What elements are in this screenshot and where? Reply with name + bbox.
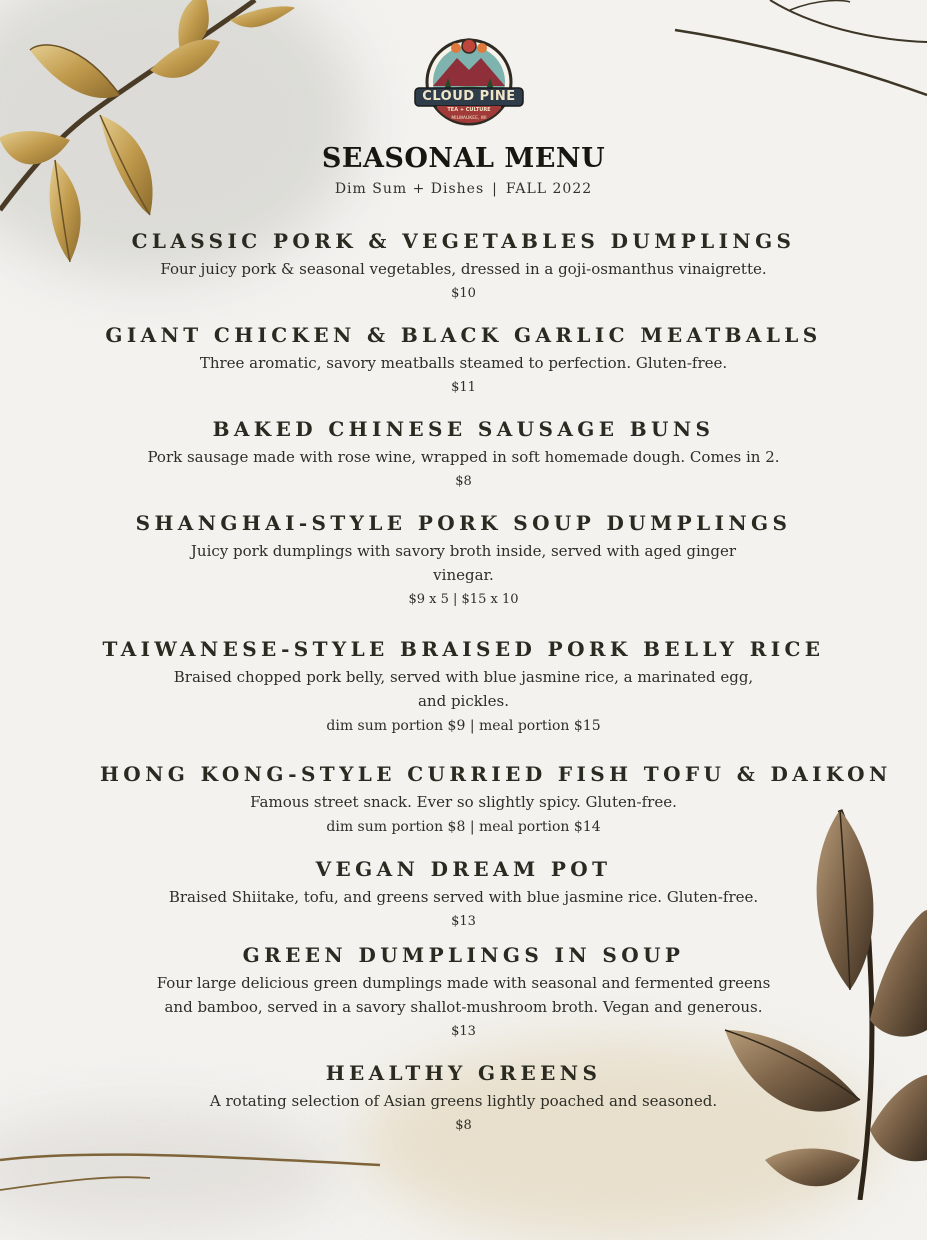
item-name: VEGAN DREAM POT bbox=[315, 857, 612, 881]
description-line: Four juicy pork & seasonal vegetables, dressed in a goji-osmanthus vinaigrette. bbox=[160, 260, 767, 278]
item-name: SHANGHAI-STYLE PORK SOUP DUMPLINGS bbox=[135, 511, 792, 535]
description-line: and pickles. bbox=[417, 692, 509, 710]
item-description bbox=[100, 790, 827, 814]
description-line: Braised Shiitake, tofu, and greens served with blue jasmine rice. Gluten-free. bbox=[168, 888, 759, 906]
item-name: TAIWANESE-STYLE BRAISED PORK BELLY RICE bbox=[102, 637, 825, 661]
item-price: dim sum portion $8 | meal portion $14 bbox=[326, 819, 601, 835]
menu-item bbox=[100, 322, 827, 399]
item-description bbox=[100, 539, 827, 587]
menu-item bbox=[100, 636, 827, 737]
item-price: $13 bbox=[451, 1024, 476, 1039]
logo-tagline: TEA + CULTURE bbox=[447, 107, 491, 113]
menu-item bbox=[100, 1060, 827, 1137]
subtitle-separator: | bbox=[492, 181, 498, 197]
menu-item bbox=[100, 761, 892, 838]
item-price: $11 bbox=[451, 380, 476, 395]
menu-title: SEASONAL MENU bbox=[321, 143, 606, 174]
menu-item bbox=[100, 510, 827, 611]
item-name: GIANT CHICKEN & BLACK GARLIC MEATBALLS bbox=[105, 323, 822, 347]
description-line: Braised chopped pork belly, served with blue jasmine rice, a marinated egg, bbox=[173, 668, 754, 686]
item-price: dim sum portion $9 | meal portion $15 bbox=[326, 718, 601, 734]
item-description bbox=[100, 445, 827, 469]
item-price: $13 bbox=[451, 914, 476, 929]
description-line: Famous street snack. Ever so slightly spicy. Gluten-free. bbox=[250, 793, 677, 811]
description-line: A rotating selection of Asian greens lightly poached and seasoned. bbox=[209, 1092, 718, 1110]
description-line: Four large delicious green dumplings made with seasonal and fermented greens bbox=[156, 974, 771, 992]
item-description bbox=[100, 971, 827, 1019]
item-name: CLASSIC PORK & VEGETABLES DUMPLINGS bbox=[131, 229, 796, 253]
menu-item bbox=[100, 416, 827, 493]
cloud-pine-logo bbox=[412, 36, 526, 132]
subtitle-category: Dim Sum + Dishes bbox=[334, 181, 485, 197]
item-description bbox=[100, 351, 827, 375]
item-price: $9 x 5 | $15 x 10 bbox=[408, 592, 519, 607]
menu-item bbox=[100, 228, 827, 305]
item-name: HEALTHY GREENS bbox=[325, 1061, 602, 1085]
logo-name: CLOUD PINE bbox=[422, 89, 516, 104]
item-price: $10 bbox=[451, 286, 476, 301]
item-price: $8 bbox=[455, 1118, 472, 1133]
item-description bbox=[100, 257, 827, 281]
item-description bbox=[100, 1089, 827, 1113]
description-line: vinegar. bbox=[433, 566, 494, 584]
item-name: GREEN DUMPLINGS IN SOUP bbox=[242, 943, 685, 967]
item-description bbox=[100, 665, 827, 713]
menu-item bbox=[100, 942, 827, 1043]
item-name: BAKED CHINESE SAUSAGE BUNS bbox=[212, 417, 715, 441]
logo-location: MILWAUKEE, WI bbox=[451, 116, 487, 121]
subtitle-season: FALL 2022 bbox=[505, 181, 593, 197]
item-name: HONG KONG-STYLE CURRIED FISH TOFU & DAIKON bbox=[100, 762, 892, 786]
item-description bbox=[100, 885, 827, 909]
item-price: $8 bbox=[455, 474, 472, 489]
description-line: Juicy pork dumplings with savory broth inside, served with aged ginger bbox=[190, 542, 737, 560]
description-line: Pork sausage made with rose wine, wrapped in soft homemade dough. Comes in 2. bbox=[147, 448, 780, 466]
menu-subtitle bbox=[0, 181, 927, 197]
menu-item bbox=[100, 856, 827, 933]
description-line: and bamboo, served in a savory shallot-mushroom broth. Vegan and generous. bbox=[164, 998, 763, 1016]
description-line: Three aromatic, savory meatballs steamed to perfection. Gluten-free. bbox=[199, 354, 728, 372]
branch-line-top-right bbox=[670, 0, 927, 110]
